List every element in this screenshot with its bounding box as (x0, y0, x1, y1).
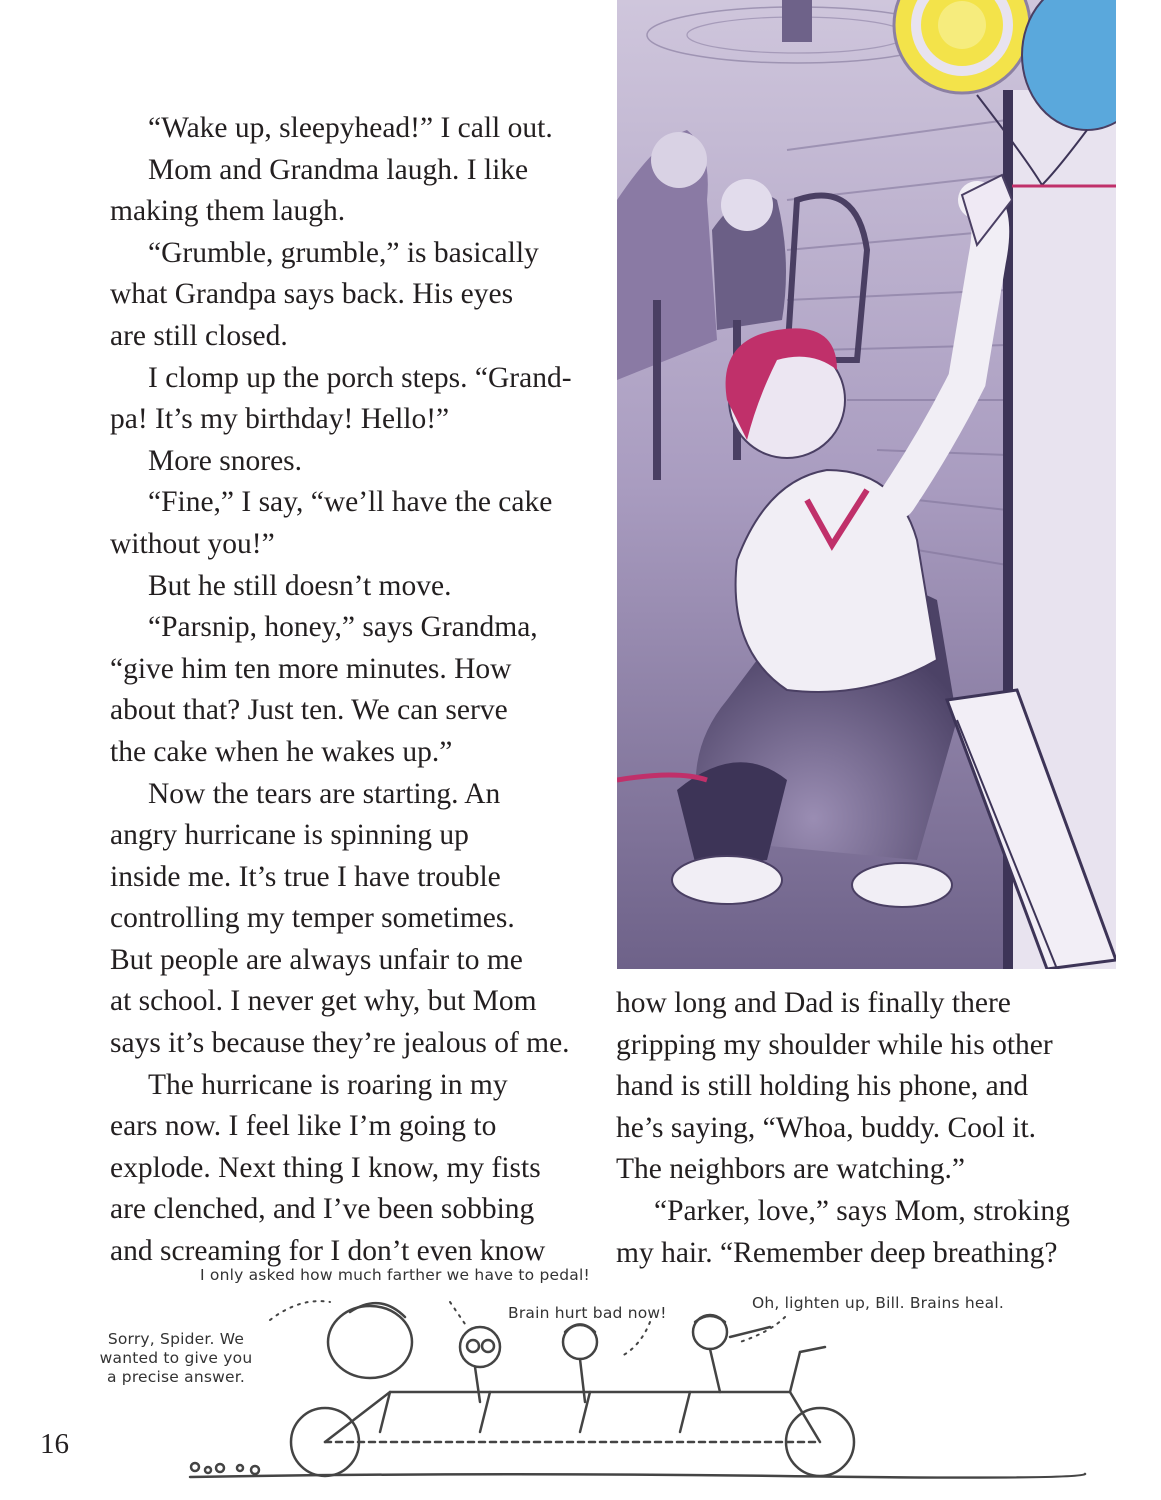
speech-bubble-text: I only asked how much farther we have to pedal! (200, 1266, 590, 1284)
paragraph: “Parker, love,” says Mom, stroking my hair. “Remember deep breathing? (616, 1194, 1070, 1269)
paragraph: Mom and Grandma laugh. I like making them laugh. (110, 153, 529, 228)
speech-bubble-text: Sorry, Spider. We wanted to give you a precise answer. (99, 1330, 253, 1386)
paragraph: “Wake up, sleepyhead!” I call out. (148, 112, 553, 144)
paragraph: “Fine,” I say, “we’ll have the cake without you!” (110, 486, 553, 560)
paragraph: The hurricane is roaring in my ears now. I feel like I’m going to explode. Next thing I know, my fists are clenched, and I’ve been sobbing and screaming for I don’t even know (110, 1068, 546, 1268)
right-text-column (616, 983, 1096, 1274)
page-number: 16 (40, 1428, 69, 1460)
paragraph: how long and Dad is finally there gripping my shoulder while his other hand is still holding his phone, and he’s saying, “Whoa, buddy. Cool it. The neighbors are watching.” (616, 987, 1053, 1186)
speech-bubble-text: Oh, lighten up, Bill. Brains heal. (752, 1294, 1004, 1312)
paragraph: But he still doesn’t move. (148, 569, 452, 602)
porch-illustration (617, 0, 1116, 969)
paragraph: More snores. (148, 444, 303, 477)
paragraph: Now the tears are starting. An angry hurricane is spinning up inside me. It’s true I have trouble controlling my temper sometimes. But people are always unfair to me at school. I never get why, but Mom says it’s because they’re jealous of me. (110, 777, 570, 1060)
paragraph: “Parsnip, honey,” says Grandma, “give him ten more minutes. How about that? Just ten. We can serve the cake when he wakes up.” (110, 611, 538, 768)
paragraph: I clomp up the porch steps. “Grand- pa! It’s my birthday! Hello!” (110, 361, 572, 436)
speech-bubble-text: Brain hurt bad now! (508, 1304, 667, 1322)
left-text-column (110, 108, 582, 1273)
paragraph: “Grumble, grumble,” is basically what Grandpa says back. His eyes are still closed. (110, 236, 539, 352)
